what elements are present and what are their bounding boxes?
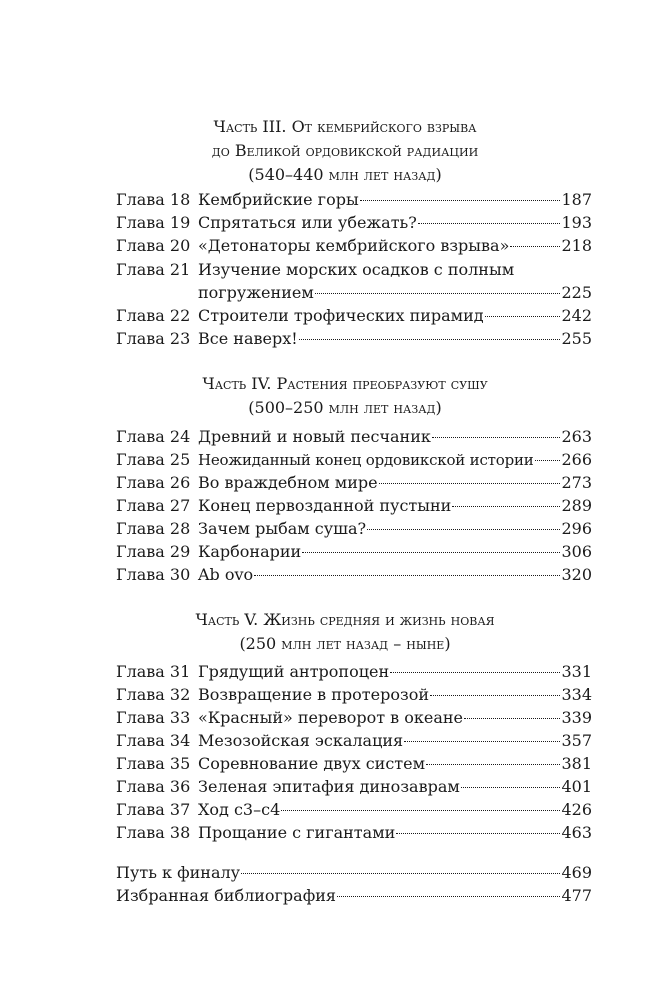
toc-entry[interactable] <box>116 729 592 752</box>
toc-entry[interactable] <box>116 798 592 821</box>
chapter-title: Возвращение в протерозой <box>198 685 429 704</box>
toc-entry[interactable] <box>116 304 592 327</box>
dot-leader <box>396 833 560 834</box>
chapter-title: Неожиданный конец ордовикской истории <box>198 451 534 469</box>
page-number: 426 <box>561 800 592 819</box>
toc-entry[interactable] <box>116 258 592 281</box>
dot-leader <box>461 787 561 788</box>
dot-leader <box>418 223 561 224</box>
chapter-label: Глава 20 <box>116 236 191 255</box>
part-heading <box>100 115 590 187</box>
page-number: 401 <box>561 777 592 796</box>
back-matter-title: Путь к финалу <box>116 863 241 882</box>
page-number: 296 <box>561 519 592 538</box>
toc-entry[interactable] <box>116 425 592 448</box>
chapter-label: Глава 26 <box>116 473 191 492</box>
page-number: 477 <box>561 886 592 905</box>
toc-entry-continuation[interactable] <box>198 281 592 304</box>
chapter-label: Глава 33 <box>116 708 191 727</box>
part-heading-line: Часть III. От кембрийского взрыва <box>213 117 477 136</box>
page-number: 306 <box>561 542 592 561</box>
chapter-title: Строители трофических пирамид <box>198 306 484 325</box>
page-number: 242 <box>561 306 592 325</box>
toc-entry[interactable] <box>116 775 592 798</box>
dot-leader <box>241 873 560 874</box>
dot-leader <box>464 718 560 719</box>
dot-leader <box>535 460 561 461</box>
part-heading-line: (500–250 млн лет назад) <box>248 398 442 417</box>
chapter-title: Спрятаться или убежать? <box>198 213 417 232</box>
toc-entry[interactable] <box>116 448 592 471</box>
chapter-label: Глава 27 <box>116 496 191 515</box>
dot-leader <box>367 529 560 530</box>
dot-leader <box>485 316 561 317</box>
dot-leader <box>337 896 560 897</box>
chapter-title-continuation: погружением <box>198 283 314 302</box>
part-heading-line: (250 млн лет назад – ныне) <box>239 634 451 653</box>
toc-entry[interactable] <box>116 563 592 586</box>
chapter-title: Кембрийские горы <box>198 190 359 209</box>
chapter-label: Глава 29 <box>116 542 191 561</box>
page-number: 339 <box>561 708 592 727</box>
chapter-label: Глава 18 <box>116 190 191 209</box>
toc-entry[interactable] <box>116 471 592 494</box>
part-heading-line: Часть IV. Растения преобразуют сушу <box>202 374 488 393</box>
toc-entry[interactable] <box>116 752 592 775</box>
toc-entry[interactable] <box>116 211 592 234</box>
page-number: 255 <box>561 329 592 348</box>
dot-leader <box>299 339 561 340</box>
chapter-title: Прощание с гигантами <box>198 823 396 842</box>
part-heading <box>100 372 590 420</box>
chapter-label: Глава 28 <box>116 519 191 538</box>
toc-entry[interactable] <box>116 660 592 683</box>
back-matter-title: Избранная библиография <box>116 886 336 905</box>
chapter-label: Глава 25 <box>116 450 191 469</box>
dot-leader <box>281 810 560 811</box>
page-number: 334 <box>561 685 592 704</box>
chapter-label: Глава 30 <box>116 565 191 584</box>
part-heading-line: до Великой ордовикской радиации <box>211 141 479 160</box>
page-number: 331 <box>561 662 592 681</box>
chapter-title: «Детонаторы кембрийского взрыва» <box>198 236 510 255</box>
dot-leader <box>452 506 560 507</box>
chapter-label: Глава 38 <box>116 823 191 842</box>
toc-entry[interactable] <box>116 234 592 257</box>
page-number: 463 <box>561 823 592 842</box>
chapter-label: Глава 37 <box>116 800 191 819</box>
dot-leader <box>390 672 560 673</box>
chapter-label: Глава 31 <box>116 662 191 681</box>
chapter-label: Глава 23 <box>116 329 191 348</box>
toc-entry-back-matter[interactable] <box>116 884 592 907</box>
page-number: 320 <box>561 565 592 584</box>
chapter-title: Зеленая эпитафия динозаврам <box>198 777 460 796</box>
chapter-label: Глава 34 <box>116 731 191 750</box>
dot-leader <box>360 200 561 201</box>
toc-entry-back-matter[interactable] <box>116 861 592 884</box>
chapter-label: Глава 35 <box>116 754 191 773</box>
dot-leader <box>404 741 560 742</box>
page-number: 289 <box>561 496 592 515</box>
dot-leader <box>315 293 561 294</box>
dot-leader <box>379 483 561 484</box>
page-number: 187 <box>561 190 592 209</box>
chapter-label: Глава 22 <box>116 306 191 325</box>
chapter-label: Глава 32 <box>116 685 191 704</box>
chapter-label: Глава 21 <box>116 260 191 279</box>
chapter-title: Карбонарии <box>198 542 302 561</box>
page-number: 225 <box>561 283 592 302</box>
chapter-label: Глава 19 <box>116 213 191 232</box>
page-number: 469 <box>561 863 592 882</box>
page-number: 218 <box>561 236 592 255</box>
toc-entry[interactable] <box>116 494 592 517</box>
dot-leader <box>302 552 560 553</box>
toc-entry[interactable] <box>116 683 592 706</box>
chapter-title: Зачем рыбам суша? <box>198 519 367 538</box>
chapter-title: «Красный» переворот в океане <box>198 708 464 727</box>
chapter-title: Ab ovo <box>198 565 254 584</box>
chapter-title: Соревнование двух систем <box>198 754 426 773</box>
toc-entry[interactable] <box>116 540 592 563</box>
chapter-title: Изучение морских осадков с полным <box>198 260 515 279</box>
dot-leader <box>510 246 560 247</box>
toc-entry[interactable] <box>116 706 592 729</box>
part-heading-line: (540–440 млн лет назад) <box>248 165 442 184</box>
chapter-title: Грядущий антропоцен <box>198 662 390 681</box>
chapter-title: Ход c3–c4 <box>198 800 281 819</box>
page-number: 381 <box>561 754 592 773</box>
toc-entry[interactable] <box>116 517 592 540</box>
chapter-title: Мезозойская эскалация <box>198 731 404 750</box>
page-number: 193 <box>561 213 592 232</box>
chapter-label: Глава 24 <box>116 427 191 446</box>
part-heading <box>100 608 590 656</box>
toc-entry[interactable] <box>116 327 592 350</box>
toc-entry[interactable] <box>116 188 592 211</box>
toc-entry[interactable] <box>116 821 592 844</box>
chapter-title: Конец первозданной пустыни <box>198 496 452 515</box>
chapter-label: Глава 36 <box>116 777 191 796</box>
chapter-title: Все наверх! <box>198 329 298 348</box>
chapter-title: Древний и новый песчаник <box>198 427 431 446</box>
page-number: 263 <box>561 427 592 446</box>
page-number: 266 <box>561 450 592 469</box>
dot-leader <box>430 695 560 696</box>
dot-leader <box>432 437 561 438</box>
dot-leader <box>254 575 560 576</box>
page-number: 273 <box>561 473 592 492</box>
chapter-title: Во враждебном мире <box>198 473 378 492</box>
dot-leader <box>426 764 560 765</box>
page-number: 357 <box>561 731 592 750</box>
part-heading-line: Часть V. Жизнь средняя и жизнь новая <box>195 610 495 629</box>
